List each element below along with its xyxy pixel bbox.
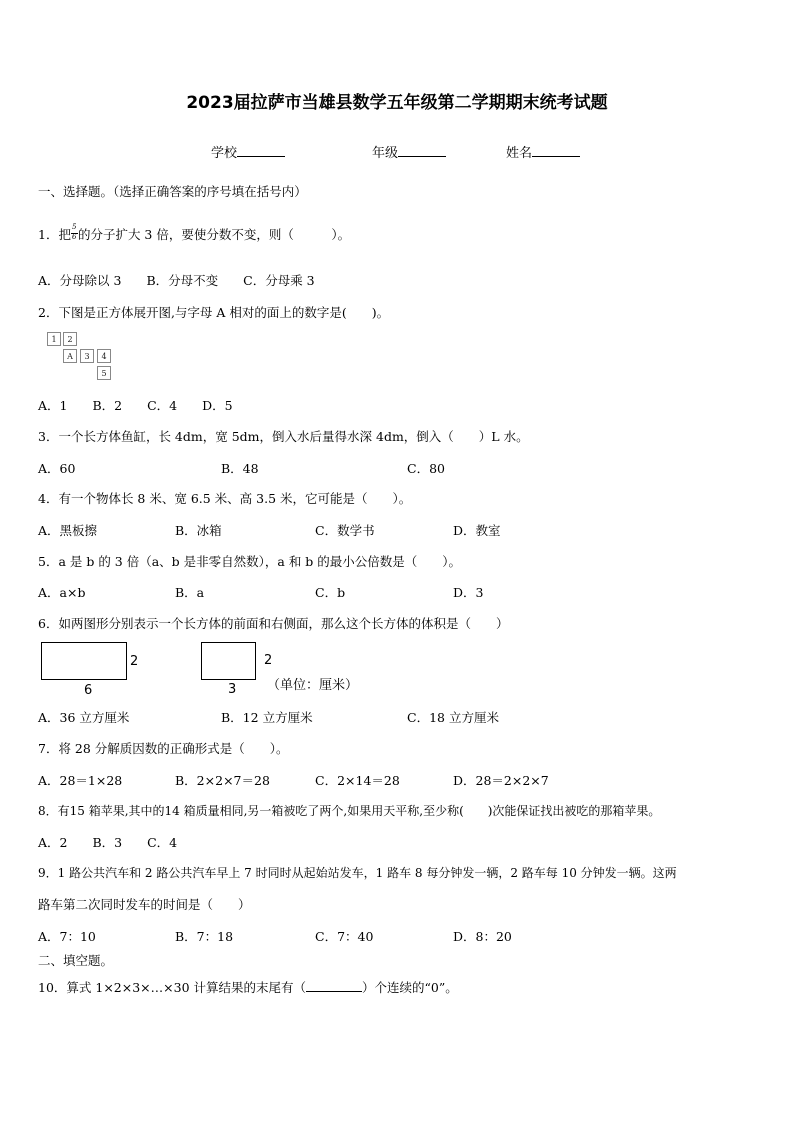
option-c: C．18 立方厘米 <box>407 710 499 725</box>
question-10-suffix: ）个连续的“0”。 <box>362 980 458 995</box>
option-a: A．60 <box>38 461 76 476</box>
option-b: B．12 立方厘米 <box>221 710 313 725</box>
net-cell: 3 <box>80 349 94 363</box>
question-1-options: A．分母除以 3 B．分母不变 C．分母乘 3 <box>38 273 315 288</box>
option-b: B．冰箱 <box>175 523 222 538</box>
question-10-prefix: 10．算式 1×2×3×…×30 计算结果的末尾有（ <box>38 980 307 995</box>
option-d: D．教室 <box>453 523 501 538</box>
net-cell: 1 <box>47 332 61 346</box>
question-4: 4．有一个物体长 8 米、宽 6.5 米、高 3.5 米，它可能是（ ）。 <box>38 491 412 506</box>
question-6: 6．如两图形分别表示一个长方体的前面和右侧面，那么这个长方体的体积是（ ） <box>38 616 509 631</box>
option-c: C．7：40 <box>315 929 374 944</box>
option-d: D．28＝2×2×7 <box>453 773 549 788</box>
question-8: 8．有15 箱苹果,其中的14 箱质量相同,另一箱被吃了两个,如果用天平称,至少称( )次能保证找出被吃的那箱苹果。 <box>38 804 661 818</box>
question-3: 3．一个长方体鱼缸，长 4dm，宽 5dm，倒入水后量得水深 4dm，倒入（ ）L 水。 <box>38 429 529 444</box>
question-2: 2．下图是正方体展开图,与字母 A 相对的面上的数字是( )。 <box>38 305 390 320</box>
question-1 <box>38 225 350 243</box>
option-a: A．36 立方厘米 <box>38 710 130 725</box>
answer-blank[interactable] <box>306 979 362 992</box>
fraction <box>71 223 78 241</box>
option-a: A．黑板擦 <box>38 523 98 538</box>
side-face-height-label: 2 <box>264 653 273 668</box>
question-1-suffix: 的分子扩大 3 倍，要使分数不变，则（ ）。 <box>77 227 351 242</box>
option-d: D．3 <box>453 585 484 600</box>
side-face-rectangle <box>201 642 256 680</box>
question-7: 7．将 28 分解质因数的正确形式是（ ）。 <box>38 741 289 756</box>
option-b: B．48 <box>221 461 259 476</box>
net-cell: A <box>63 349 77 363</box>
fraction-denominator: 6 <box>71 233 77 241</box>
option-b: B．2×2×7＝28 <box>175 773 270 788</box>
net-cell: 5 <box>97 366 111 380</box>
question-9-line-2: 路车第二次同时发车的时间是（ ） <box>38 897 251 912</box>
name-blank[interactable] <box>532 144 580 157</box>
option-c: C．b <box>315 585 346 600</box>
option-b: B．a <box>175 585 205 600</box>
question-2-options: A．1 B．2 C．4 D．5 <box>38 398 233 413</box>
grade-blank[interactable] <box>398 144 446 157</box>
option-c: C．2×14＝28 <box>315 773 400 788</box>
option-a: A．28＝1×28 <box>38 773 123 788</box>
page-title: 2023届拉萨市当雄县数学五年级第二学期期末统考试题 <box>186 93 608 113</box>
question-1-prefix: 1．把 <box>38 227 71 242</box>
grade-label: 年级 <box>372 146 399 161</box>
option-b: B．7：18 <box>175 929 234 944</box>
school-blank[interactable] <box>237 144 285 157</box>
unit-label: （单位：厘米） <box>267 678 359 693</box>
fraction-numerator: 5 <box>71 223 77 231</box>
section-heading-fill-in: 二、填空题。 <box>38 953 114 968</box>
question-9-line-1: 9．1 路公共汽车和 2 路公共汽车早上 7 时同时从起始站发车，1 路车 8 每分钟发一辆，2 路车每 10 分钟发一辆。这两 <box>38 866 677 880</box>
net-cell: 4 <box>97 349 111 363</box>
option-d: D．8：20 <box>453 929 512 944</box>
front-face-width-label: 6 <box>84 683 93 698</box>
net-cell: 2 <box>63 332 77 346</box>
name-label: 姓名 <box>506 146 533 161</box>
option-c: C．80 <box>407 461 445 476</box>
question-10 <box>38 978 458 996</box>
question-5: 5．a 是 b 的 3 倍（a、b 是非零自然数），a 和 b 的最小公倍数是（ ）。 <box>38 554 462 569</box>
side-face-width-label: 3 <box>228 682 237 697</box>
option-c: C．数学书 <box>315 523 375 538</box>
front-face-height-label: 2 <box>130 654 139 669</box>
option-a: A．a×b <box>38 585 86 600</box>
option-a: A．7：10 <box>38 929 96 944</box>
front-face-rectangle <box>41 642 127 680</box>
school-label: 学校 <box>211 146 238 161</box>
section-heading-choice: 一、选择题。（选择正确答案的序号填在括号内） <box>38 184 307 199</box>
question-8-options: A．2 B．3 C．4 <box>38 835 178 850</box>
